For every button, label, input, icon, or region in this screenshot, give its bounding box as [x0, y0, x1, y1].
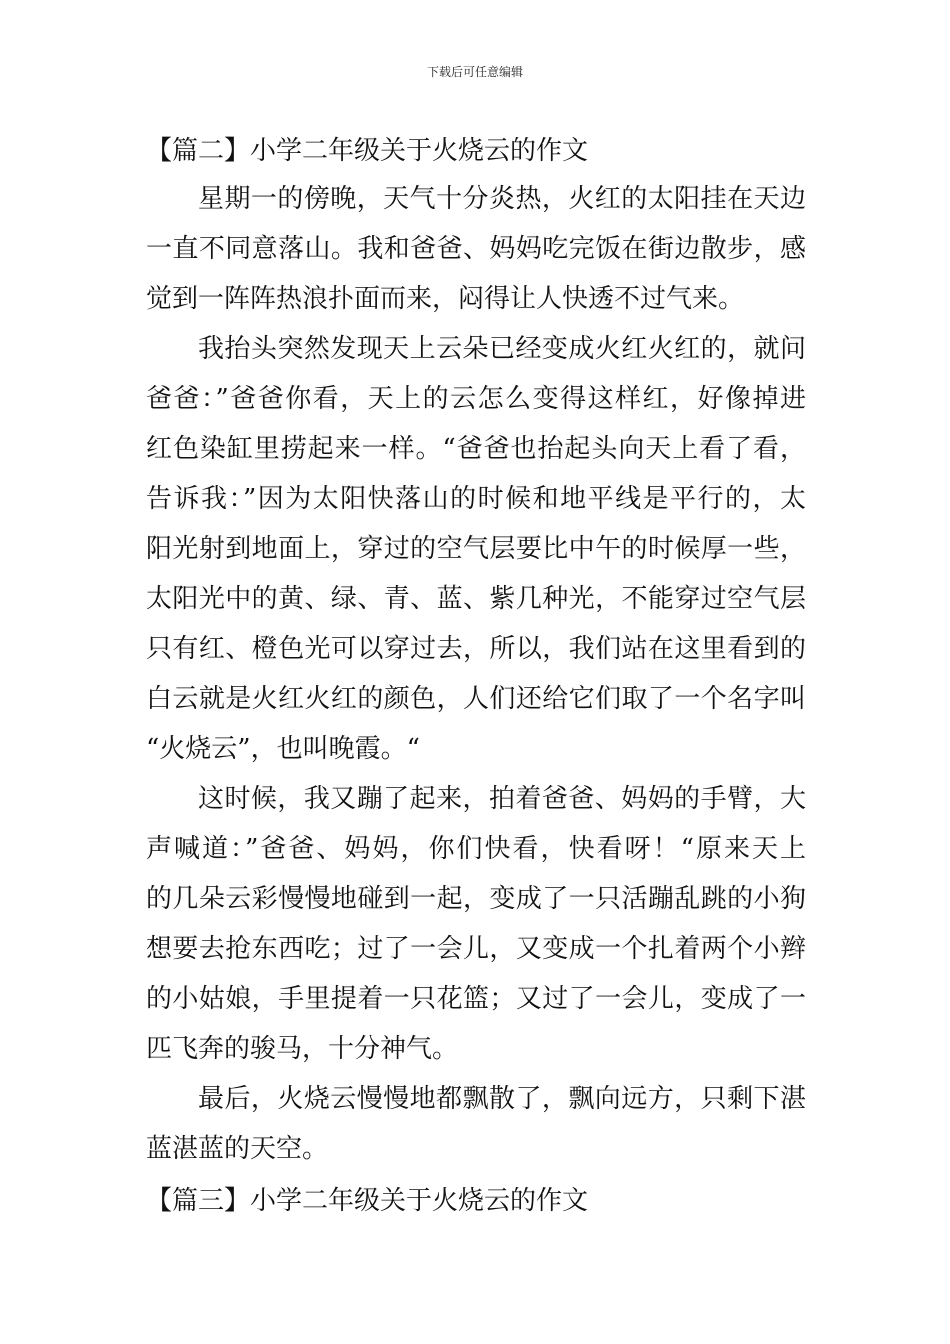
text-line: 白云就是火红火红的颜色，人们还给它们取了一个名字叫	[146, 684, 806, 714]
text-line: 这时候，我又蹦了起来，拍着爸爸、妈妈的手臂，大	[198, 784, 806, 814]
text-line: 的小姑娘，手里提着一只花篮；又过了一会儿，变成了一	[146, 984, 806, 1014]
text-line: 觉到一阵阵热浪扑面而来，闷得让人快透不过气来。	[146, 284, 745, 314]
paragraph	[146, 1074, 806, 1174]
paragraph	[146, 174, 806, 324]
paragraph	[146, 324, 806, 774]
text-line: 想要去抢东西吃；过了一会儿，又变成一个扎着两个小辫	[146, 934, 806, 964]
text-line: 只有红、橙色光可以穿过去，所以，我们站在这里看到的	[146, 634, 806, 664]
text-line: 蓝湛蓝的天空。	[146, 1134, 329, 1164]
text-line: “火烧云”，也叫晚霞。“	[146, 734, 420, 764]
text-line: 告诉我：”因为太阳快落山的时候和地平线是平行的，太	[146, 484, 806, 514]
text-line: 的几朵云彩慢慢地碰到一起，变成了一只活蹦乱跳的小狗	[146, 884, 806, 914]
document-body	[146, 128, 806, 1224]
text-line: 我抬头突然发现天上云朵已经变成火红火红的，就问	[198, 334, 806, 364]
text-line: 星期一的傍晚，天气十分炎热，火红的太阳挂在天边	[198, 184, 806, 214]
section-title: 【篇二】小学二年级关于火烧云的作文	[146, 136, 589, 166]
text-line: 爸爸：”爸爸你看，天上的云怎么变得这样红，好像掉进	[146, 384, 806, 414]
text-line: 红色染缸里捞起来一样。“爸爸也抬起头向天上看了看，	[146, 434, 806, 464]
text-line: 声喊道：”爸爸、妈妈，你们快看，快看呀！“原来天上	[146, 834, 806, 864]
page-header: 下载后可任意编辑	[426, 65, 523, 79]
text-line: 匹飞奔的骏马，十分神气。	[146, 1034, 459, 1064]
text-line: 一直不同意落山。我和爸爸、妈妈吃完饭在街边散步，感	[146, 234, 806, 264]
text-line: 太阳光中的黄、绿、青、蓝、紫几种光，不能穿过空气层	[146, 584, 806, 614]
paragraph	[146, 774, 806, 1074]
text-line: 最后，火烧云慢慢地都飘散了，飘向远方，只剩下湛	[198, 1084, 806, 1114]
text-line: 阳光射到地面上，穿过的空气层要比中午的时候厚一些，	[146, 534, 806, 564]
section-title: 【篇三】小学二年级关于火烧云的作文	[146, 1186, 589, 1216]
